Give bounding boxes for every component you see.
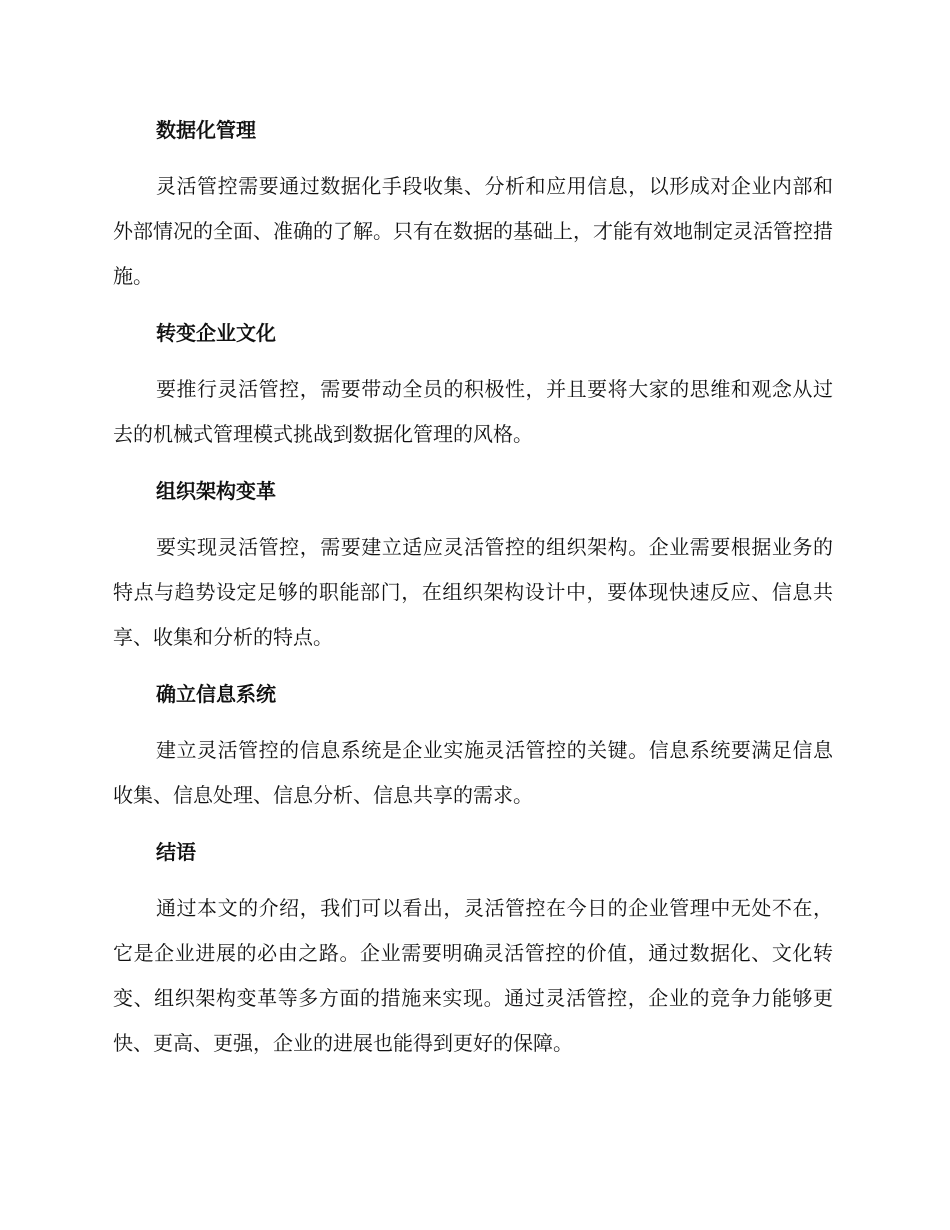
document-page xyxy=(113,110,833,1080)
section-heading-information-system: 确立信息系统 xyxy=(156,682,276,706)
section-heading-data-management: 数据化管理 xyxy=(156,118,256,142)
section-heading-org-structure: 组织架构变革 xyxy=(156,479,276,503)
section-paragraph-information-system: 建立灵活管控的信息系统是企业实施灵活管控的关键。信息系统要满足信息收集、信息处理、信息分析、信息共享的需求。 xyxy=(113,738,833,807)
section-paragraph-corporate-culture: 要推行灵活管控，需要带动全员的积极性，并且要将大家的思维和观念从过去的机械式管理模式挑战到数据化管理的风格。 xyxy=(113,377,833,446)
section-paragraph-data-management: 灵活管控需要通过数据化手段收集、分析和应用信息，以形成对企业内部和外部情况的全面、准确的了解。只有在数据的基础上，才能有效地制定灵活管控措施。 xyxy=(113,174,833,288)
section-heading-corporate-culture: 转变企业文化 xyxy=(156,321,276,345)
section-paragraph-conclusion: 通过本文的介绍，我们可以看出，灵活管控在今日的企业管理中无处不在，它是企业进展的必由之路。企业需要明确灵活管控的价值，通过数据化、文化转变、组织架构变革等多方面的措施来实现。通过灵活管控，企业的竞争力能够更快、更高、更强，企业的进展也能得到更好的保障。 xyxy=(113,896,833,1055)
section-paragraph-org-structure: 要实现灵活管控，需要建立适应灵活管控的组织架构。企业需要根据业务的特点与趋势设定足够的职能部门，在组织架构设计中，要体现快速反应、信息共享、收集和分析的特点。 xyxy=(113,535,833,649)
section-heading-conclusion: 结语 xyxy=(156,840,196,864)
